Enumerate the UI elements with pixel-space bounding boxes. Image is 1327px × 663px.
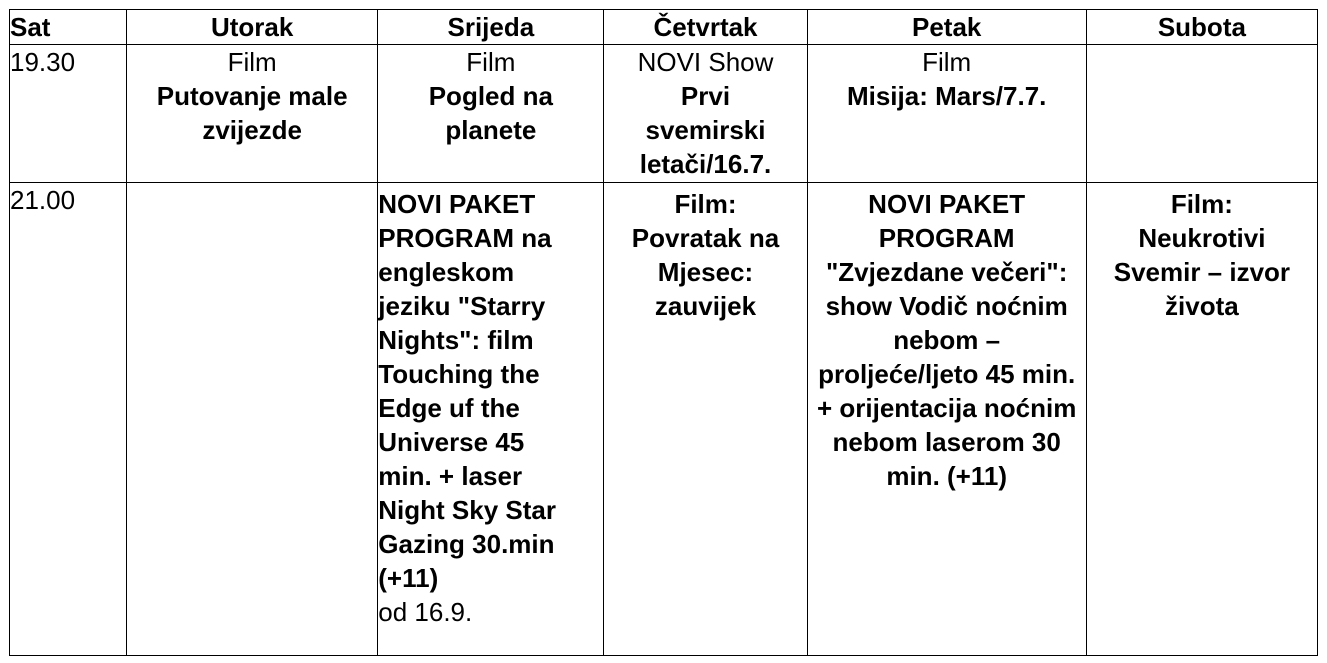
show-title: NOVI PAKET PROGRAM na engleskom jeziku "Starry Nights": film Touching the Edge uf the Universe 45 min. + laser Night Sky Star Gazing 30.min (+11) — [378, 189, 556, 593]
header-utorak: Utorak — [127, 10, 378, 45]
header-petak: Petak — [807, 10, 1086, 45]
time-cell: 19.30 — [10, 45, 127, 183]
header-cetvrtak: Četvrtak — [604, 10, 807, 45]
show-title: Film: Neukrotivi Svemir – izvor života — [1113, 189, 1291, 321]
show-title: NOVI PAKET PROGRAM "Zvjezdane večeri": show Vodič noćnim nebom – proljeće/ljeto 45 min. + orijentacija noćnim nebom laserom 30 min. (+11) — [816, 189, 1077, 491]
time-cell: 21.00 — [10, 183, 127, 656]
cell-utorak-1930 — [127, 45, 378, 183]
show-type: Film — [922, 47, 972, 77]
cell-subota-2100 — [1086, 183, 1317, 656]
show-type: Film — [227, 47, 277, 77]
cell-srijeda-2100 — [378, 183, 604, 656]
cell-cetvrtak-2100 — [604, 183, 807, 656]
header-sat: Sat — [10, 10, 127, 45]
show-title: Putovanje male zvijezde — [156, 81, 348, 145]
show-note: od 16.9. — [378, 597, 473, 627]
cell-utorak-2100 — [127, 183, 378, 656]
cell-subota-1930 — [1086, 45, 1317, 183]
header-srijeda: Srijeda — [378, 10, 604, 45]
show-type: NOVI Show — [637, 47, 774, 77]
header-subota: Subota — [1086, 10, 1317, 45]
schedule-table — [9, 9, 1318, 656]
header-row — [10, 10, 1318, 45]
cell-srijeda-1930 — [378, 45, 604, 183]
table-row-2100 — [10, 183, 1318, 656]
cell-petak-2100 — [807, 183, 1086, 656]
show-title: Pogled na planete — [428, 81, 553, 145]
show-title: Misija: Mars/7.7. — [846, 81, 1047, 111]
show-title: Prvi svemirski letači/16.7. — [639, 81, 772, 179]
show-type: Film — [466, 47, 516, 77]
cell-petak-1930 — [807, 45, 1086, 183]
show-title: Film: Povratak na Mjesec: zauvijek — [631, 189, 780, 321]
table-row-1930 — [10, 45, 1318, 183]
cell-cetvrtak-1930 — [604, 45, 807, 183]
